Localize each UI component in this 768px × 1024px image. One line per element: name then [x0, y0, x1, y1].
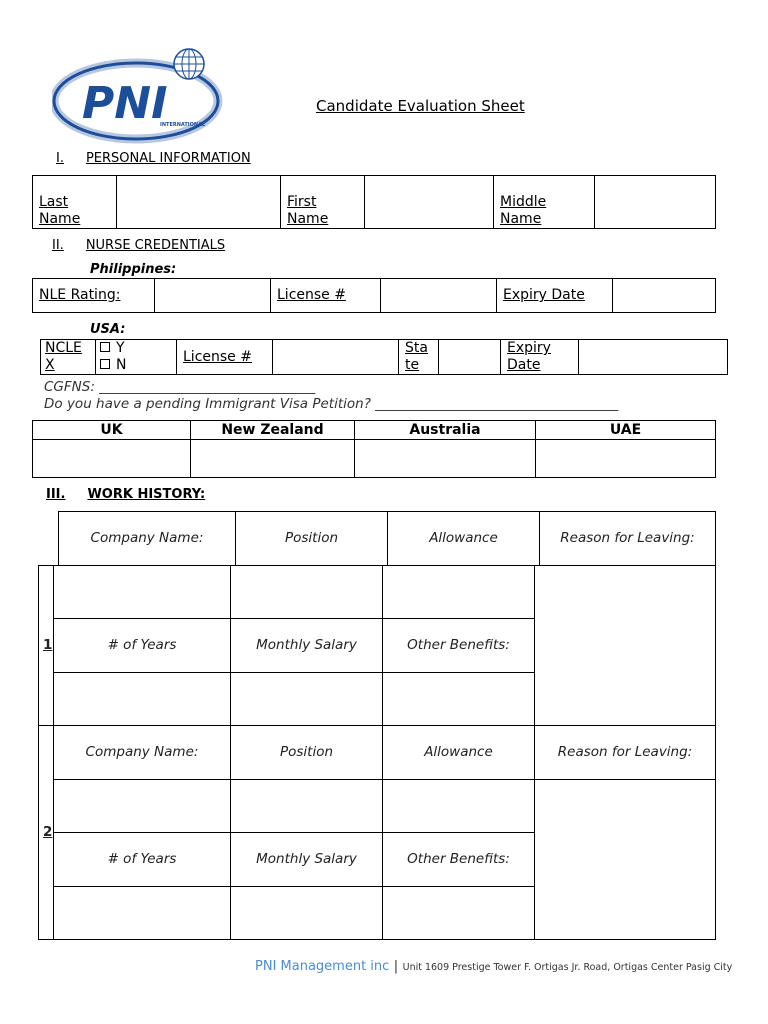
footer-address: Unit 1609 Prestige Tower F. Ortigas Jr. Road, Ortigas Center Pasig City [402, 962, 733, 973]
position-field[interactable] [231, 566, 383, 619]
reason-header: Reason for Leaving: [540, 512, 716, 566]
other-benefits-field[interactable] [383, 887, 535, 940]
allowance-field[interactable] [383, 566, 535, 619]
countries-table [32, 420, 716, 478]
section-label: NURSE CREDENTIALS [85, 238, 226, 253]
work-entry-1 [38, 565, 716, 726]
middle-name-field[interactable] [595, 176, 716, 229]
other-benefits-label: Other Benefits: [383, 833, 535, 887]
country-uk-header: UK [33, 421, 191, 440]
country-uk-field[interactable] [33, 440, 191, 478]
philippines-heading: Philippines: [90, 262, 177, 277]
logo-text: PNI [82, 78, 168, 129]
years-field[interactable] [54, 673, 231, 726]
nclex-options [96, 340, 177, 375]
reason-header: Reason for Leaving: [535, 726, 716, 780]
work-history-header [58, 511, 716, 566]
usa-heading: USA: [90, 322, 126, 337]
usa-table [40, 339, 728, 375]
section-personal-heading [56, 151, 251, 166]
section-nurse-heading [52, 238, 225, 253]
last-name-label: Last Name [33, 176, 117, 229]
monthly-salary-label: Monthly Salary [231, 619, 383, 673]
usa-license-field[interactable] [273, 340, 399, 375]
page-title: Candidate Evaluation Sheet [316, 97, 525, 115]
nclex-yes-option[interactable]: Y [100, 340, 172, 357]
position-field[interactable] [231, 780, 383, 833]
philippines-table [32, 278, 716, 313]
section-work-heading [46, 487, 205, 502]
footer-separator: | [393, 959, 399, 974]
country-uae-field[interactable] [536, 440, 716, 478]
nle-rating-label: NLE Rating: [33, 279, 155, 313]
company-name-header: Company Name: [59, 512, 236, 566]
entry-number: 2 [39, 726, 54, 940]
cgfns-line[interactable]: CGFNS: ________________________________ [44, 379, 316, 395]
section-number: III. [46, 487, 66, 502]
ph-license-field[interactable] [381, 279, 497, 313]
first-name-label: First Name [281, 176, 365, 229]
years-field[interactable] [54, 887, 231, 940]
entry-number: 1 [39, 566, 54, 726]
ph-expiry-label: Expiry Date [497, 279, 613, 313]
allowance-header: Allowance [383, 726, 535, 780]
first-name-field[interactable] [365, 176, 494, 229]
section-label: PERSONAL INFORMATION [85, 151, 251, 166]
section-label: WORK HISTORY: [87, 487, 206, 502]
usa-license-label: License # [177, 340, 273, 375]
footer [255, 958, 732, 974]
checkbox-icon[interactable] [100, 359, 110, 369]
monthly-salary-field[interactable] [231, 887, 383, 940]
logo-subtext: INTERNATIONAL [160, 122, 206, 128]
nle-rating-field[interactable] [155, 279, 271, 313]
country-uae-header: UAE [536, 421, 716, 440]
monthly-salary-label: Monthly Salary [231, 833, 383, 887]
state-field[interactable] [439, 340, 501, 375]
ph-expiry-field[interactable] [613, 279, 716, 313]
section-number: I. [56, 151, 64, 166]
monthly-salary-field[interactable] [231, 673, 383, 726]
usa-expiry-label: Expiry Date [501, 340, 579, 375]
country-nz-field[interactable] [191, 440, 355, 478]
footer-company: PNI Management inc [255, 959, 390, 974]
visa-question[interactable]: Do you have a pending Immigrant Visa Petition? ____________________________________ [44, 396, 619, 412]
allowance-header: Allowance [388, 512, 540, 566]
years-label: # of Years [54, 619, 231, 673]
position-header: Position [231, 726, 383, 780]
allowance-field[interactable] [383, 780, 535, 833]
last-name-field[interactable] [117, 176, 281, 229]
country-nz-header: New Zealand [191, 421, 355, 440]
work-entry-2 [38, 725, 716, 940]
company-logo [52, 46, 224, 146]
section-number: II. [52, 238, 64, 253]
reason-field[interactable] [535, 566, 716, 726]
checkbox-icon[interactable] [100, 342, 110, 352]
company-name-field[interactable] [54, 566, 231, 619]
middle-name-label: Middle Name [494, 176, 595, 229]
nclex-no-option[interactable]: N [100, 357, 172, 374]
country-au-field[interactable] [355, 440, 536, 478]
ph-license-label: License # [271, 279, 381, 313]
years-label: # of Years [54, 833, 231, 887]
country-au-header: Australia [355, 421, 536, 440]
other-benefits-label: Other Benefits: [383, 619, 535, 673]
nclex-label: NCLE X [41, 340, 96, 375]
company-name-field[interactable] [54, 780, 231, 833]
state-label: Sta te [399, 340, 439, 375]
other-benefits-field[interactable] [383, 673, 535, 726]
usa-expiry-field[interactable] [579, 340, 728, 375]
reason-field[interactable] [535, 780, 716, 940]
personal-info-table [32, 175, 716, 229]
company-name-header: Company Name: [54, 726, 231, 780]
position-header: Position [236, 512, 388, 566]
